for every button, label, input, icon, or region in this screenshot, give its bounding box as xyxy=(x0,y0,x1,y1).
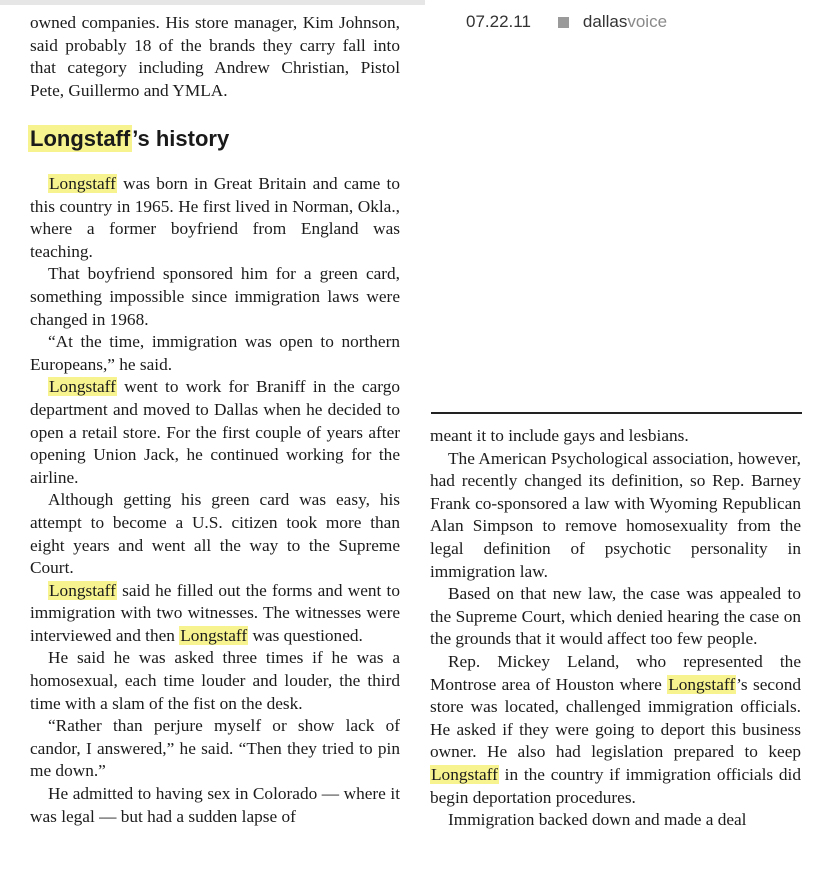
brand-dallas: dallas xyxy=(582,12,628,31)
separator-square-icon xyxy=(558,17,569,28)
body-paragraph: “Rather than perjure myself or show lack of candor, I answered,” he said. “Then they tried to pin me down.” xyxy=(30,716,400,781)
highlighted-name: Longstaff xyxy=(49,174,116,193)
body-paragraph: Longstaff said he filled out the forms and went to immigration with two witnesses. The witnesses were interviewed and then Longstaff was questioned. xyxy=(30,580,400,645)
body-paragraph: meant it to include gays and lesbians. xyxy=(430,426,689,445)
intro-paragraph: owned companies. His store manager, Kim Johnson, said probably 18 of the brands they carry fall into that category including Andrew Christian, Pistol Pete, Guillermo and YMLA. xyxy=(30,13,400,100)
body-paragraph: Although getting his green card was easy, his attempt to become a U.S. citizen took more than eight years and went all the way to the Supreme Court. xyxy=(30,490,400,578)
body-paragraph: Rep. Mickey Leland, who represented the Montrose area of Houston where Longstaff’s second store was located, challenged immigration officials. He asked if they were going to deport this business owner. He also had legislation prepared to keep Longstaff in the country if immigration officials did begin deportation procedures. xyxy=(430,651,801,807)
brand-voice: voice xyxy=(627,12,668,31)
column-divider-rule xyxy=(431,412,802,414)
section-heading xyxy=(28,126,229,152)
body-paragraph: Longstaff was born in Great Britain and came to this country in 1965. He first lived in Norman, Okla., where a former boyfriend from England was teaching. xyxy=(30,174,400,261)
body-paragraph: Immigration backed down and made a deal xyxy=(448,810,747,830)
brand-logo xyxy=(583,12,667,32)
body-paragraph: He said he was asked three times if he was a homosexual, each time louder and louder, the third time with a slam of the fist on the desk. xyxy=(30,648,400,713)
highlighted-name: Longstaff xyxy=(49,377,116,397)
left-column xyxy=(30,12,400,102)
heading-highlight: Longstaff xyxy=(30,126,131,151)
highlighted-name: Longstaff xyxy=(431,764,498,784)
page-top-strip xyxy=(0,0,425,5)
right-column-body xyxy=(430,425,801,832)
masthead xyxy=(466,12,667,32)
highlighted-name: Longstaff xyxy=(49,580,116,600)
body-paragraph: Longstaff went to work for Braniff in the cargo department and moved to Dallas when he decided to open a retail store. For the first couple of years after opening Union Jack, he continued working for the airline. xyxy=(30,377,400,487)
body-paragraph: He admitted to having sex in Colorado — where it was legal — but had a sudden lapse of xyxy=(30,784,400,826)
issue-date: 07.22.11 xyxy=(466,12,531,31)
heading-rest: ’s history xyxy=(132,126,230,151)
highlighted-name: Longstaff xyxy=(668,674,736,694)
body-paragraph: That boyfriend sponsored him for a green card, something impossible since immigration laws were changed in 1968. xyxy=(30,264,400,329)
left-column-body xyxy=(30,173,400,828)
body-paragraph: Based on that new law, the case was appealed to the Supreme Court, which denied hearing the case on the grounds that it would affect too few people. xyxy=(430,584,801,649)
body-paragraph: “At the time, immigration was open to northern Europeans,” he said. xyxy=(30,332,400,374)
highlighted-name: Longstaff xyxy=(180,625,248,645)
body-paragraph: The American Psychological association, however, had recently changed its definition, so Rep. Barney Frank co-sponsored a law with Wyoming Republican Alan Simpson to remove homosexuality from the legal definition of psychotic personality in immigration law. xyxy=(430,448,801,581)
